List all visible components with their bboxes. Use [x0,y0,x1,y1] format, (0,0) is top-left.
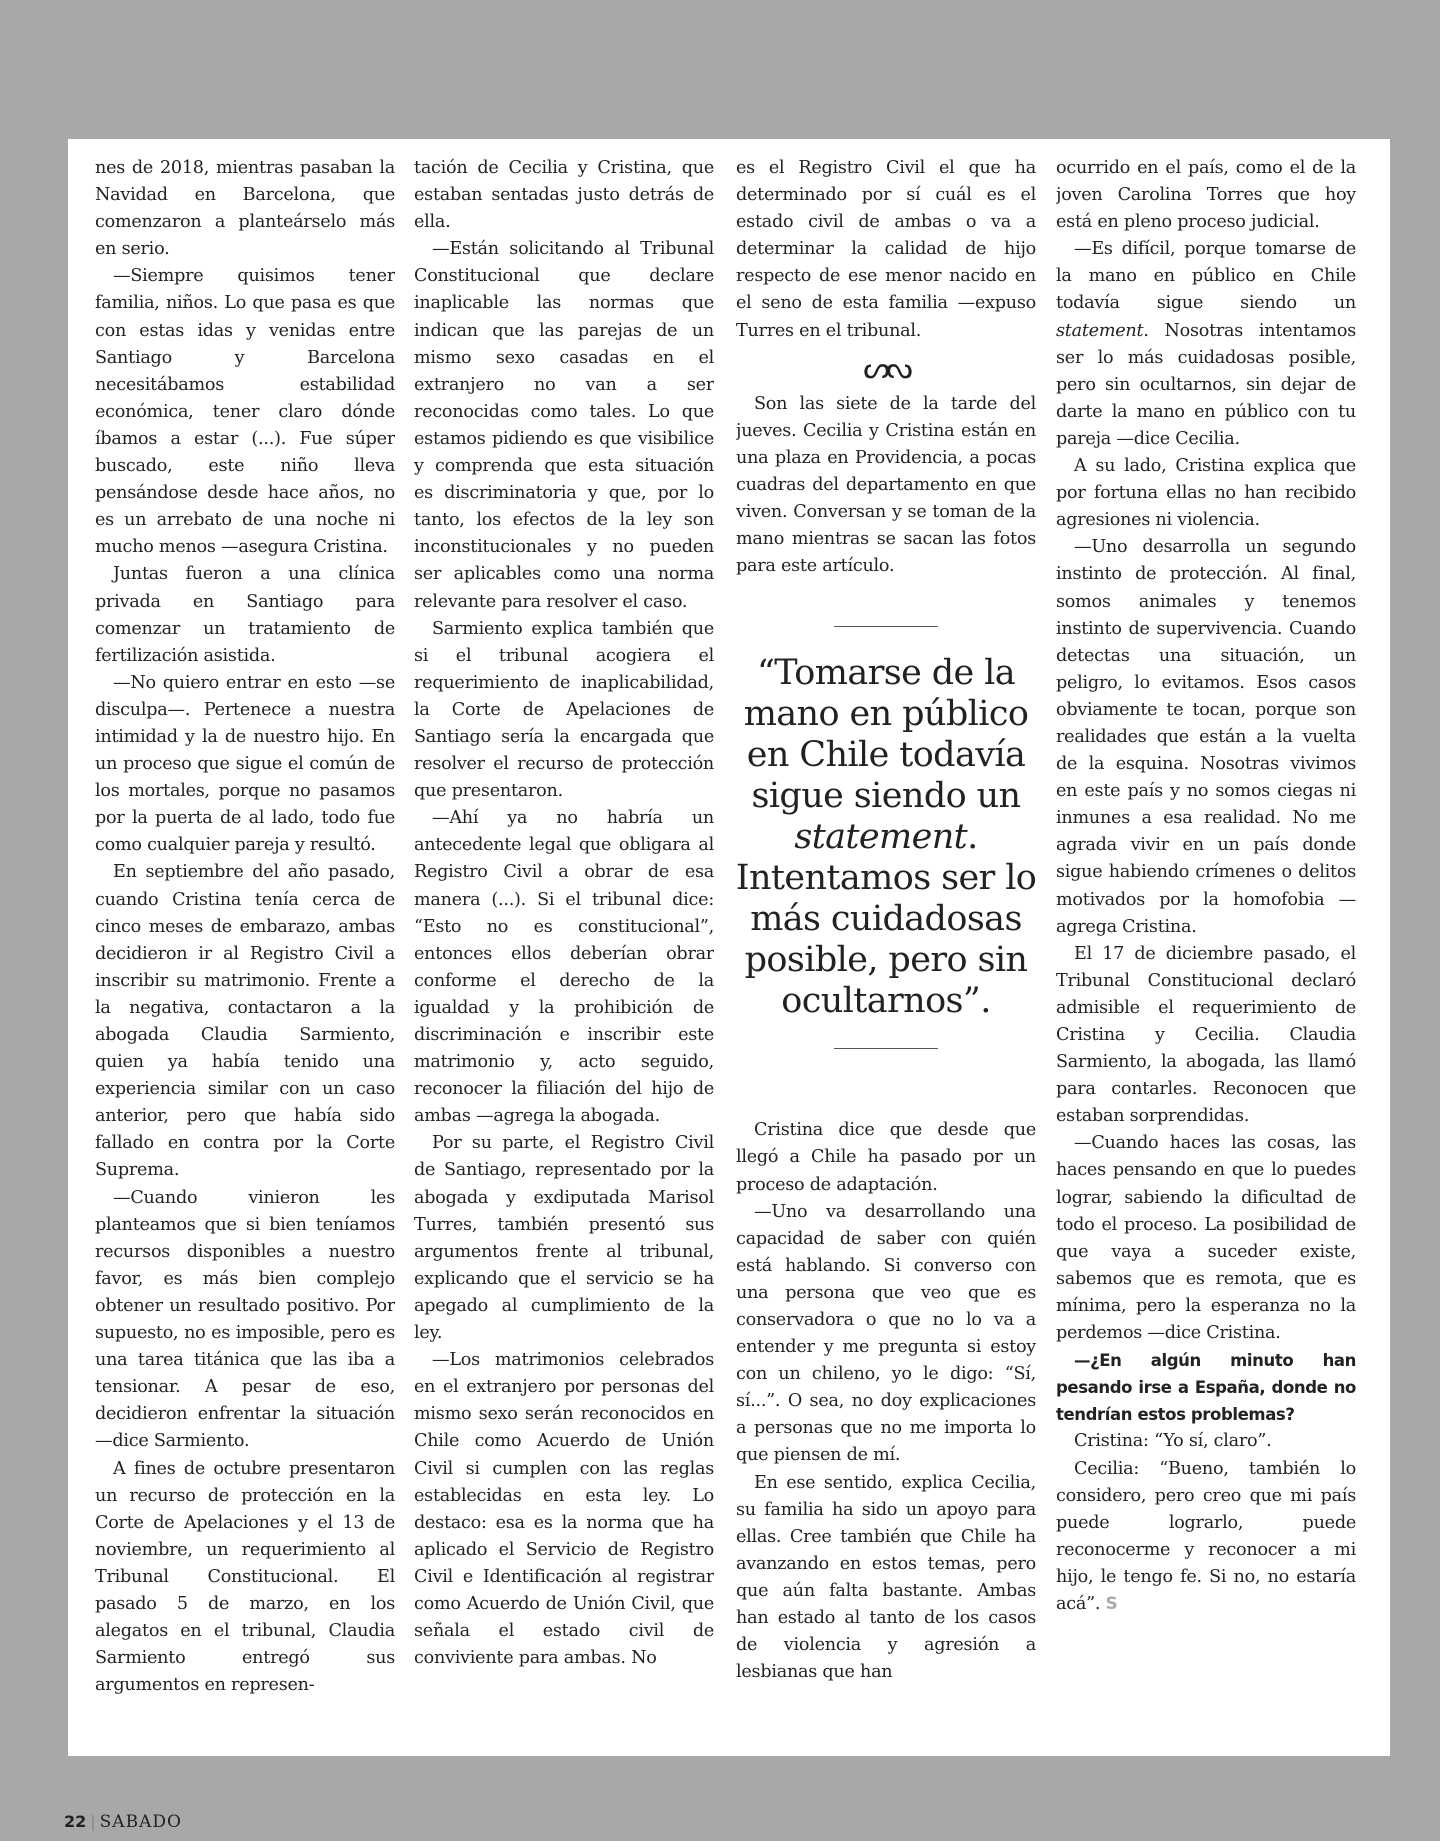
pull-quote-text: “Tomarse de la mano en público en Chile todavía sigue siendo un [743,653,1029,817]
paragraph-text: —Es difícil, porque tomarse de la mano en público en Chile todavía sigue siendo un [1056,239,1356,314]
paragraph: En ese sentido, explica Cecilia, su familia ha sido un apoyo para ellas. Cree también que Chile ha avanzando en estos temas, pero que aún falta bastante. Ambas han estado al tanto de los casos de violencia y agresión a lesbianas que han [736,1472,1036,1683]
text-column-2 [414,155,714,1742]
paragraph-emphasis: statement [1056,320,1144,341]
pull-quote-text-end: . Intentamos ser lo más cuidadosas posible, pero sin ocultarnos”. [736,817,1036,1022]
paragraph-text-end: . Nosotras intentamos ser lo más cuidadosas posible, pero sin ocultarnos, sin dejar de darte la mano en público con tu pareja —dice Cecilia. [1056,320,1356,449]
paragraph: A fines de octubre presentaron un recurso de protección en la Corte de Apelaciones y el 13 de noviembre, un requerimiento al Tribunal Constitucional. El pasado 5 de marzo, en los alegatos en el tribunal, Claudia Sarmiento entregó sus argumentos en represen- [95,1458,395,1696]
paragraph: Juntas fueron a una clínica privada en Santiago para comenzar un tratamiento de fertilización asistida. [95,564,395,666]
paragraph: es el Registro Civil el que ha determinado por sí cuál es el estado civil de ambas o va a determinar la calidad de hijo respecto de ese menor nacido en el seno de esta familia —expuso Turres en el tribunal. [736,158,1036,341]
interview-question: —¿En algún minuto han pesando irse a España, donde no tendrían estos problemas? [1056,1351,1356,1425]
footer-separator: | [90,1812,96,1831]
paragraph: Por su parte, el Registro Civil de Santiago, representado por la abogada y exdiputada Marisol Turres, también presentó sus argumentos frente al tribunal, explicando que el servicio se ha apegado al cumplimiento de la ley. [414,1133,714,1344]
paragraph: Cristina dice que desde que llegó a Chile ha pasado por un proceso de adaptación. [736,1120,1036,1195]
paragraph: Son las siete de la tarde del jueves. Cecilia y Cristina están en una plaza en Providencia, a pocas cuadras del departamento en que viven. Conversan y se toman de la mano mientras se sacan las fotos para este artículo. [736,393,1036,577]
paragraph: —Cuando haces las cosas, las haces pensando en que lo puedes lograr, sabiendo la dificultad de todo el proceso. La posibilidad de que vaya a suceder existe, sabemos que es remota, que es mínima, pero la esperanza no la perdemos —dice Cristina. [1056,1133,1356,1344]
paragraph: —Ahí ya no habría un antecedente legal que obligara al Registro Civil a obrar de esa manera (...). Si el tribunal dice: “Esto no es constitucional”, entonces ellos deberían obrar conforme el derecho de la igualdad y la prohibición de discriminación e inscribir este matrimonio y, acto seguido, reconocer la filiación del hijo de ambas —agrega la abogada. [414,808,714,1127]
paragraph [1056,236,1356,453]
magazine-page [68,139,1390,1756]
text-column-3 [736,155,1036,1742]
answer-text: Cecilia: “Bueno, también lo considero, pero creo que mi país puede lograrlo, puede reconocerme y reconocer a mi hijo, le tengo fe. Si no, no estaría acá”. [1056,1458,1356,1614]
paragraph [1056,1456,1356,1619]
paragraph: En septiembre del año pasado, cuando Cristina tenía cerca de cinco meses de embarazo, ambas decidieron ir al Registro Civil a inscribir su matrimonio. Frente a la negativa, contactaron a la abogada Claudia Sarmiento, quien ya había tenido una experiencia similar con un caso anterior, pero que había sido fallado en contra por la Corte Suprema. [95,862,395,1181]
paragraph: nes de 2018, mientras pasaban la Navidad en Barcelona, que comenzaron a planteárselo más en serio. [95,158,395,260]
paragraph: A su lado, Cristina explica que por fortuna ellas no han recibido agresiones ni violencia. [1056,456,1356,531]
pull-quote-emphasis: statement [794,817,968,858]
paragraph: —Uno desarrolla un segundo instinto de protección. Al final, somos animales y tenemos instinto de supervivencia. Cuando detectas una situación, un peligro, lo evitamos. Esos casos obviamente te tocan, porque son realidades que están a la vuelta de la esquina. Nosotras vivimos en este país y no somos ciegas ni inmunes a esa realidad. No me agrada vivir en un país donde sigue habiendo crímenes o delitos motivados por la homofobia —agrega Cristina. [1056,537,1356,937]
paragraph: Sarmiento explica también que si el tribunal acogiera el requerimiento de inaplicabilidad, la Corte de Apelaciones de Santiago sería la encargada que resolver el recurso de protección que presentaron. [414,618,714,802]
paragraph: ocurrido en el país, como el de la joven Carolina Torres que hoy está en pleno proceso judicial. [1056,158,1356,233]
paragraph: tación de Cecilia y Cristina, que estaban sentadas justo detrás de ella. [414,158,714,233]
end-mark-icon: S [1105,1593,1118,1614]
pull-quote [736,653,1036,1022]
paragraph: —Están solicitando al Tribunal Constitucional que declare inaplicable las normas que indican que las parejas de un mismo sexo casadas en el extranjero no van a ser reconocidas como tales. Lo que estamos pidiendo es que visibilice y comprenda que esta situación es discriminatoria y que, por lo tanto, los efectos de la ley son inconstitucionales y no pueden ser aplicables como una norma relevante para resolver el caso. [414,239,714,612]
text-column-1 [95,155,395,1742]
paragraph: —Los matrimonios celebrados en el extranjero por personas del mismo sexo serán reconocidos en Chile como Acuerdo de Unión Civil si cumplen con las reglas establecidas en esta ley. Lo destaco: esa es la norma que ha aplicado el Servicio de Registro Civil e Identificación al registrar como Acuerdo de Unión Civil, que señala el estado civil de conviviente para ambas. No [414,1350,714,1669]
pullquote-rule-top [834,626,938,627]
section-ornament-icon: ᔕᔓ [863,350,909,386]
text-column-4 [1056,155,1356,1742]
magazine-logo: SABADO [99,1812,182,1832]
page-number: 22 [64,1812,87,1831]
paragraph: El 17 de diciembre pasado, el Tribunal Constitucional declaró admisible el requerimiento de Cristina y Cecilia. Claudia Sarmiento, la abogada, las llamó para contarles. Reconocen que estaban sorprendidas. [1056,943,1356,1127]
page-footer [64,1812,182,1832]
paragraph: —No quiero entrar en esto —se disculpa—. Pertenece a nuestra intimidad y la de nuestro hijo. En un proceso que sigue el común de los mortales, porque no pasamos por la puerta de al lado, todo fue como cualquier pareja y resultó. [95,672,395,856]
paragraph: —Siempre quisimos tener familia, niños. Lo que pasa es que con estas idas y venidas entre Santiago y Barcelona necesitábamos estabilidad económica, tener claro dónde íbamos a estar (...). Fue súper buscado, este niño lleva pensándose desde hace años, no es un arrebato de una noche ni mucho menos —asegura Cristina. [95,266,395,558]
paragraph: —Uno va desarrollando una capacidad de saber con quién está hablando. Si converso con una persona que veo que es conservadora o que no lo va a entender y me pregunta si estoy con un chileno, yo le digo: “Sí, sí...”. O sea, no doy explicaciones a personas que no me importa lo que piensen de mí. [736,1201,1036,1466]
paragraph: Cristina: “Yo sí, claro”. [1074,1431,1272,1452]
paragraph: —Cuando vinieron les planteamos que si bien teníamos recursos disponibles a nuestro favor, es más bien complejo obtener un resultado positivo. Por supuesto, no es imposible, pero es una tarea titánica que las iba a tensionar. A pesar de eso, decidieron enfrentar la situación —dice Sarmiento. [95,1187,395,1452]
